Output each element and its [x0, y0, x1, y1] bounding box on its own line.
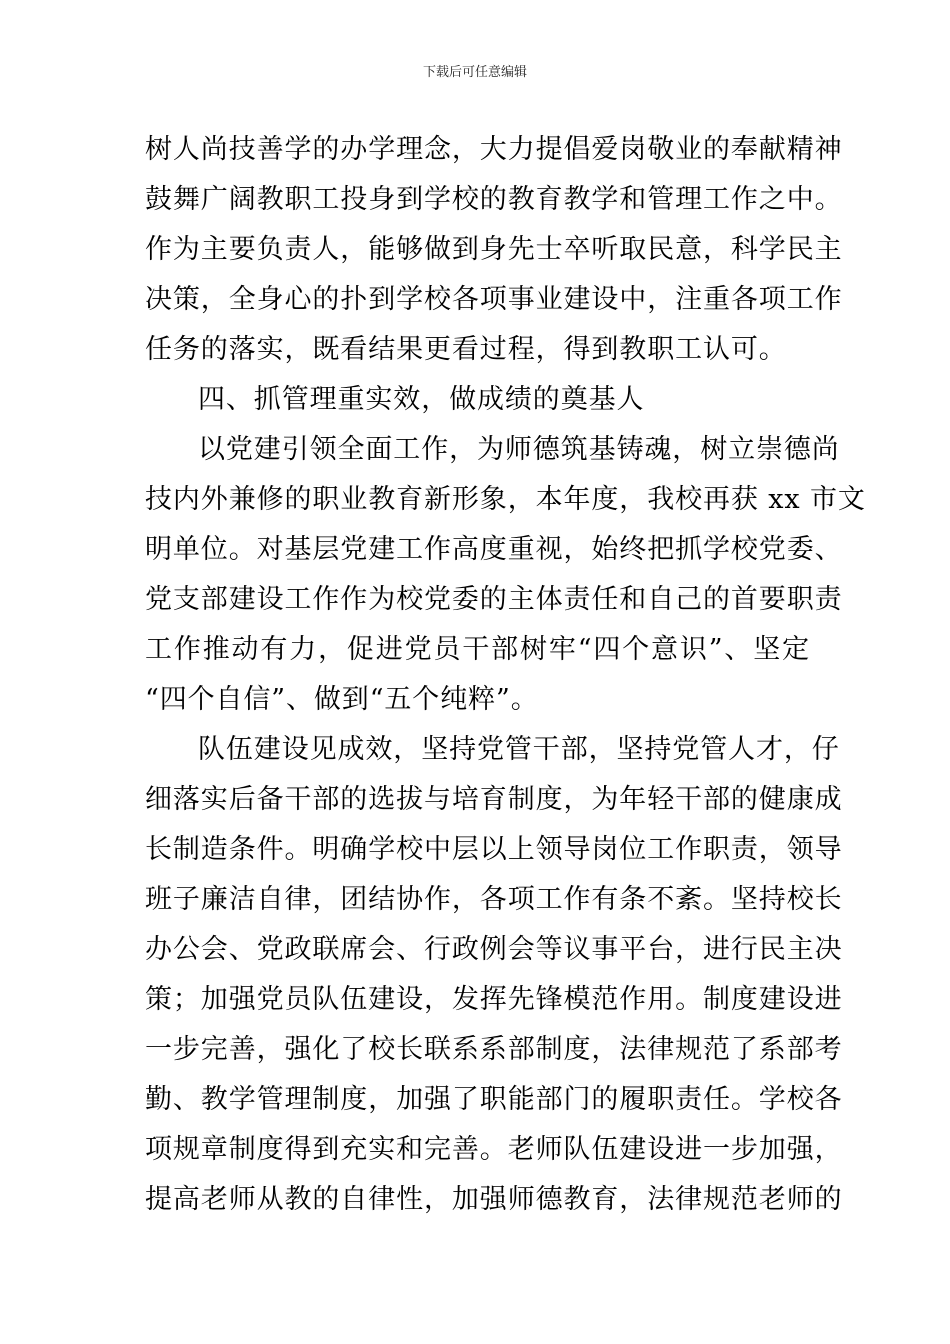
- paragraph-line-indented: 队伍建设见成效，坚持党管干部，坚持党管人才，仔: [198, 734, 840, 765]
- text-line-1: 树人尚技善学的办学理念，大力提倡爱岗敬业的奉献精神: [145, 134, 843, 165]
- text-line-15: 长制造条件。明确学校中层以上领导岗位工作职责，领导: [145, 834, 843, 865]
- text-line-12: “四个自信”、做到“五个纯粹”。: [145, 684, 539, 715]
- text-line-2: 鼓舞广阔教职工投身到学校的教育教学和管理工作之中。: [145, 184, 843, 215]
- page-header: 下载后可任意编辑: [422, 65, 527, 80]
- text-line-18: 策；加强党员队伍建设，发挥先锋模范作用。制度建设进: [145, 984, 843, 1015]
- text-line-8: 技内外兼修的职业教育新形象，本年度，我校再获 xx 市文: [145, 484, 866, 515]
- section-heading: 四、抓管理重实效，做成绩的奠基人: [198, 384, 645, 415]
- text-line-14: 细落实后备干部的选拔与培育制度，为年轻干部的健康成: [145, 784, 843, 815]
- text-line-9: 明单位。对基层党建工作高度重视，始终把抓学校党委、: [145, 534, 843, 565]
- text-line-10: 党支部建设工作作为校党委的主体责任和自己的首要职责: [145, 584, 843, 615]
- text-line-5: 任务的落实，既看结果更看过程，得到教职工认可。: [145, 334, 787, 365]
- text-line-3: 作为主要负责人，能够做到身先士卒听取民意，科学民主: [145, 234, 843, 265]
- text-line-4: 决策，全身心的扑到学校各项事业建设中，注重各项工作: [145, 284, 843, 315]
- text-line-21: 项规章制度得到充实和完善。老师队伍建设进一步加强，: [145, 1134, 843, 1165]
- text-line-20: 勤、教学管理制度，加强了职能部门的履职责任。学校各: [145, 1084, 843, 1115]
- text-line-11: 工作推动有力，促进党员干部树牢“四个意识”、坚定: [145, 634, 810, 665]
- text-line-22: 提高老师从教的自律性，加强师德教育，法律规范老师的: [145, 1184, 843, 1215]
- paragraph-line-indented: 以党建引领全面工作，为师德筑基铸魂，树立崇德尚: [198, 434, 840, 465]
- text-line-19: 一步完善，强化了校长联系系部制度，法律规范了系部考: [145, 1034, 843, 1065]
- text-line-17: 办公会、党政联席会、行政例会等议事平台，进行民主决: [145, 934, 843, 965]
- text-line-16: 班子廉洁自律，团结协作，各项工作有条不紊。坚持校长: [145, 884, 843, 915]
